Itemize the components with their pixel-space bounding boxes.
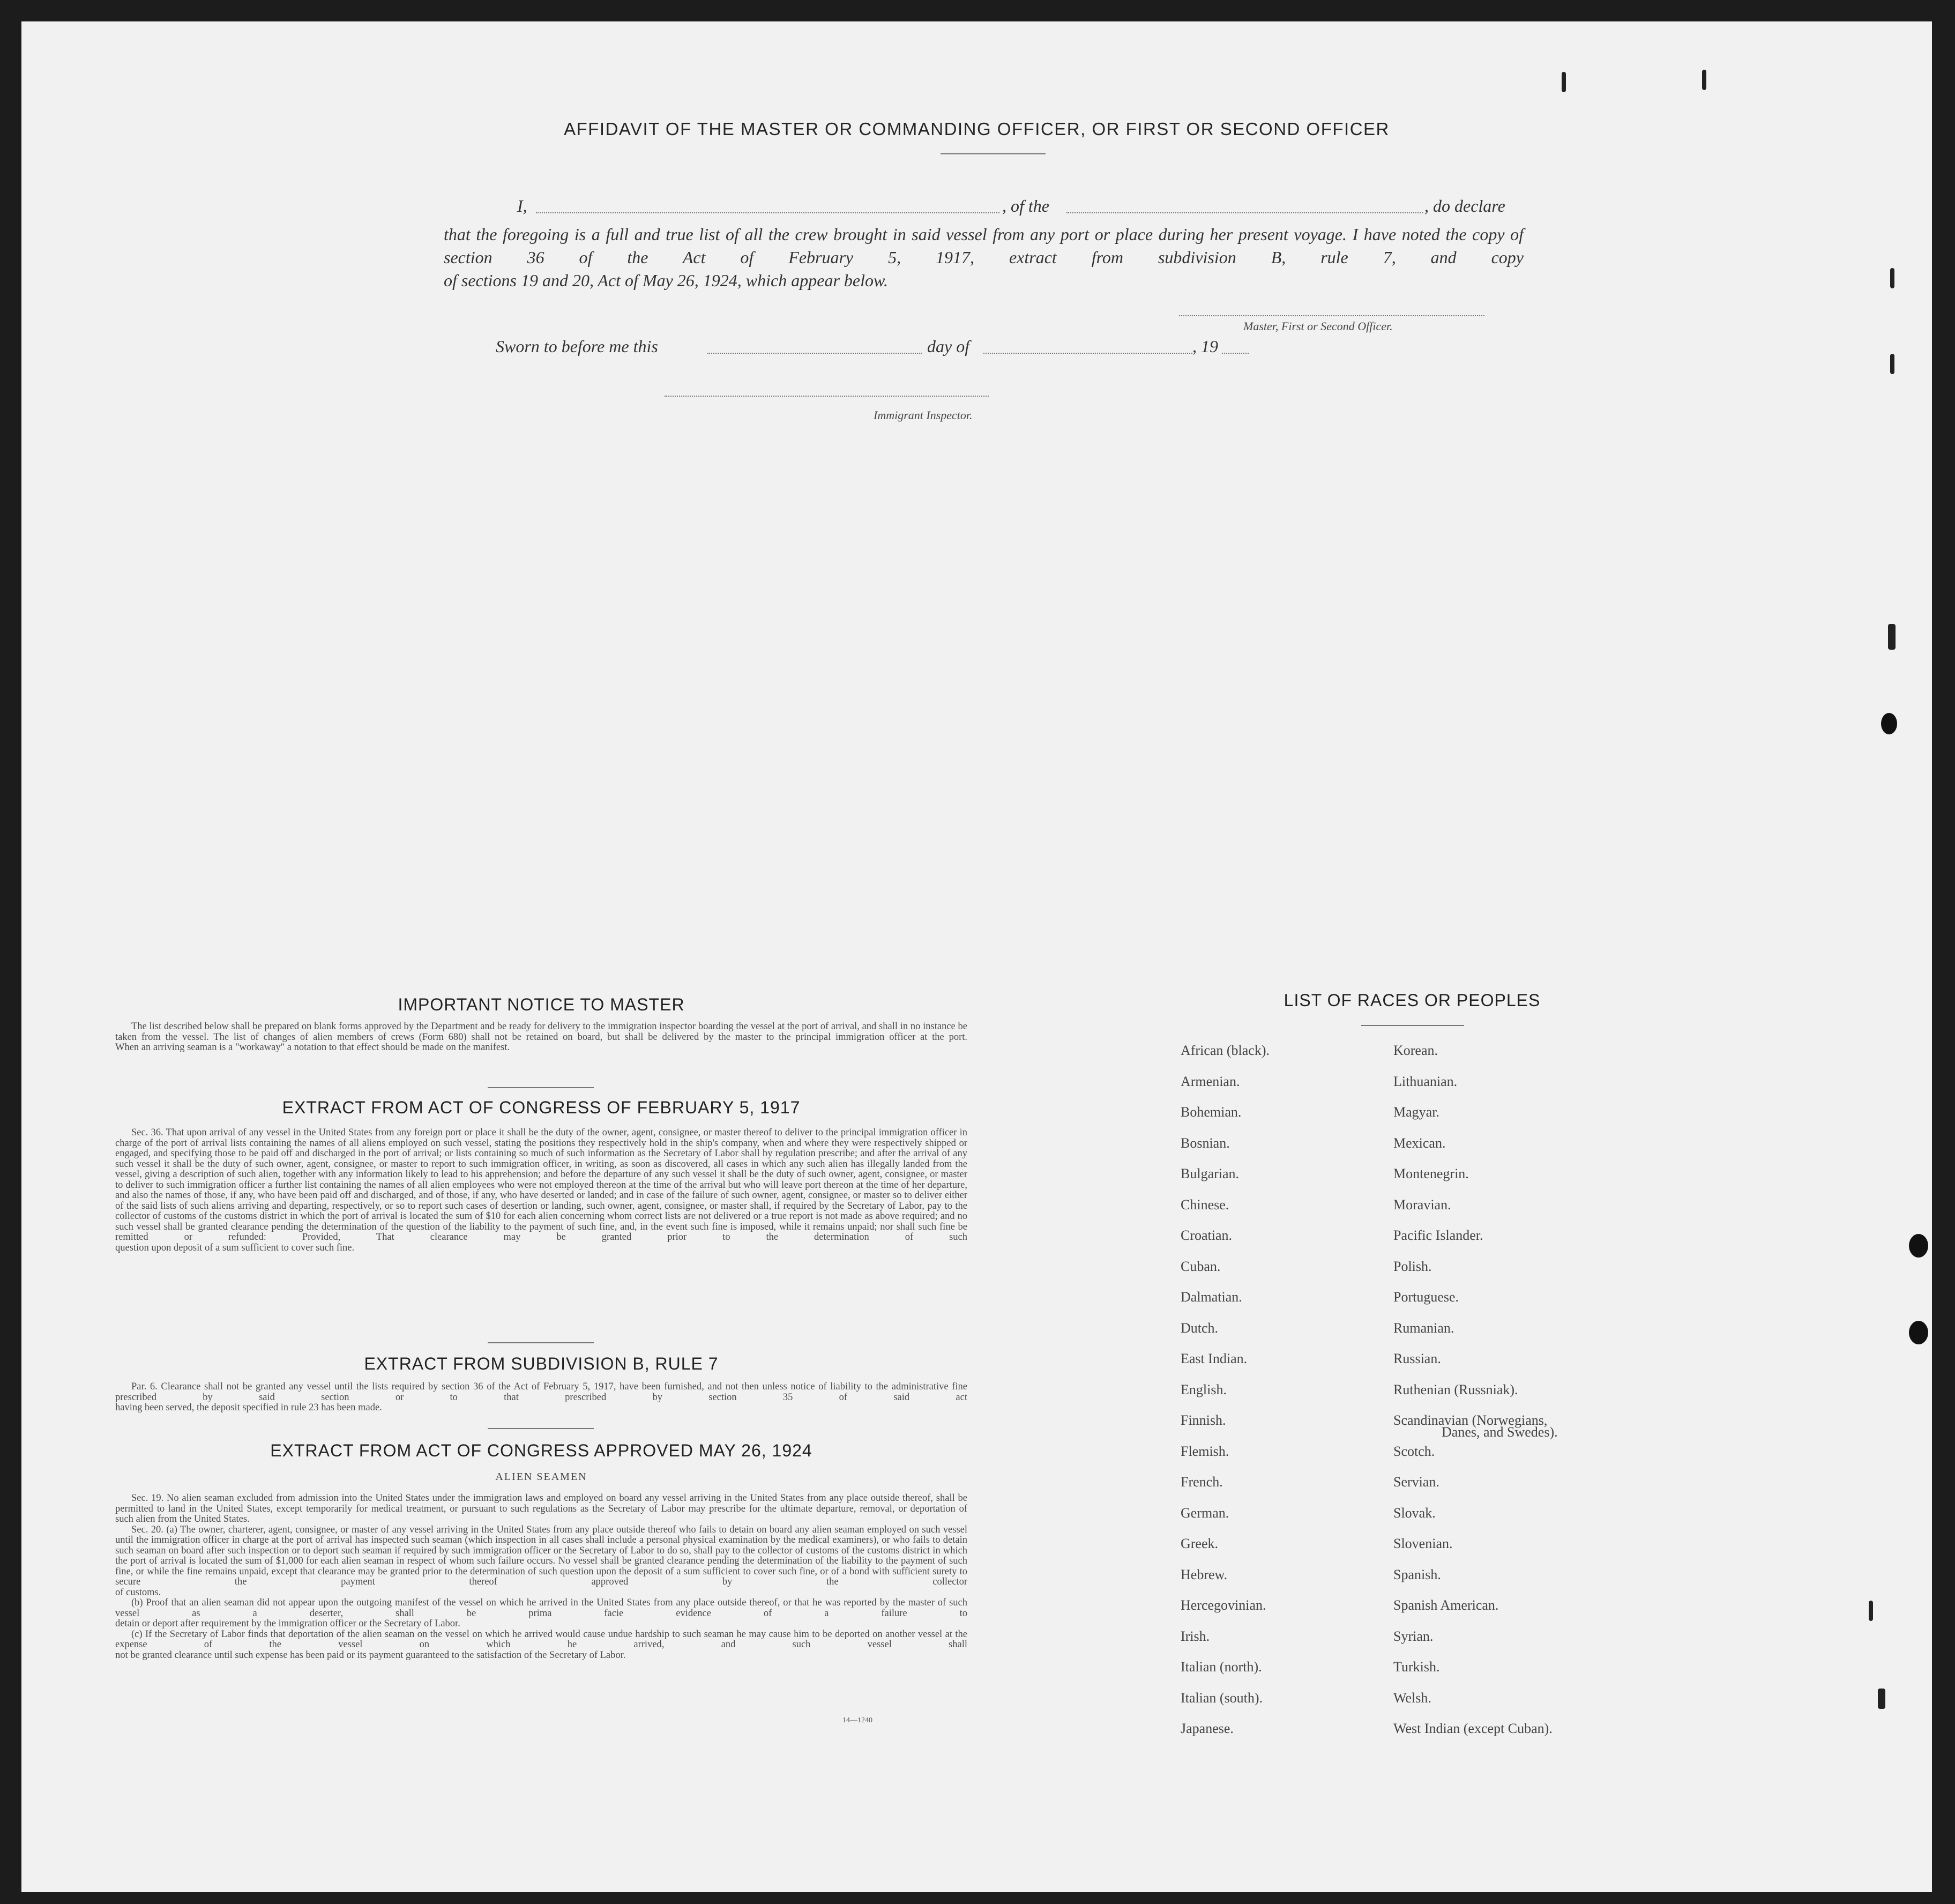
sworn-year-line[interactable] [1222,353,1249,354]
race-item: Chinese. [1181,1196,1229,1213]
extract-1924-text [115,1493,967,1661]
race-item: English. [1181,1381,1227,1397]
race-item: Pacific Islander. [1393,1228,1483,1243]
paragraph-6-text: Par. 6. Clearance shall not be granted any vessel until the lists required by section 36 of the Act of February 5, 1917, have been furnished, and not then unless notice of liability to the administrative fine prescribed by said section or to that prescribed by section 35 of said act [115,1381,967,1403]
section-19-text-last: such alien from the United States. [115,1514,250,1524]
binding-hole [1909,1234,1928,1258]
alien-seamen-subtitle: ALIEN SEAMEN [495,1471,587,1483]
section-20a-text: Sec. 20. (a) The owner, charterer, agent, consignee, or master of any vessel arriving in the United States from any place outside thereof who fails to detain on board any alien seaman employed on such vessel until the immigration officer in charge at the port of arrival has inspected such seaman (which inspection in all cases shall include a personal physical examination by the medical examiners), or who fails to detain such seaman on board after such inspection or to deport such seaman if required by such immigration officer or the Secretary of Labor to do so, shall pay to the collector of customs of the customs district in which the port of arrival is located the sum of $1,000 for each alien seaman in respect of whom such failure occurs. No vessel shall be granted clearance pending the determination of the liability to the payment of such fine, or while the fine remains unpaid, except that clearance may be granted prior to the determination of such question upon the deposit of a sum sufficient to cover such fine, or of a bond with sufficient surety to secure the payment thereof approved by the collector [115,1524,967,1587]
race-item: Dalmatian. [1181,1289,1242,1305]
notice-paragraph: The list described below shall be prepared on blank forms approved by the Department and be ready for delivery to the immigration inspector boarding the vessel at the port of arrival, and shall in no instance be taken from the vessel. The list of changes of alien members of crews (Form 680) shall not be retained on board, but shall be delivered by the master to the principal immigration officer at the port. [115,1021,967,1043]
form-number: 14—1240 [842,1716,872,1724]
race-item: Ruthenian (Russniak). [1393,1381,1518,1397]
section-19-text: Sec. 19. No alien seaman excluded from admission into the United States under the immigration laws and employed on board any vessel arriving in the United States from any place outside thereof, shall be permitted to land in the United States, except temporarily for medical treatment, or pursuant to such regulations as the Secretary of Labor may prescribe for the ultimate departure, removal, or deportation of [115,1493,967,1514]
punch-mark [1562,72,1566,92]
race-item: African (black). [1181,1043,1270,1058]
race-item: Polish. [1393,1258,1432,1274]
race-item: Bosnian. [1181,1135,1230,1151]
binding-hole [1909,1321,1928,1344]
race-item: Lithuanian. [1393,1073,1458,1089]
document-page [21,21,1932,1892]
section-20b-text: (b) Proof that an alien seaman did not appear upon the outgoing manifest of the vessel on which he arrived in the United States from any place outside thereof, or that he was reported by the master of such vessel as a deserter, shall be prima facie evidence of a failure to [115,1597,967,1619]
race-item: Rumanian. [1393,1320,1454,1336]
punch-mark [1702,70,1706,90]
race-item: Dutch. [1181,1320,1219,1336]
race-item: Servian. [1393,1474,1439,1490]
affidavit-title: AFFIDAVIT OF THE MASTER OR COMMANDING OFFICER, OR FIRST OR SECOND OFFICER [564,119,1390,139]
punch-mark [1890,354,1894,374]
race-item: Cuban. [1181,1258,1221,1274]
punch-mark [1878,1689,1885,1709]
inspector-label: Immigrant Inspector. [874,408,973,422]
race-item: Welsh. [1393,1690,1431,1706]
race-item: Korean. [1393,1043,1438,1058]
race-item: Hebrew. [1181,1566,1228,1582]
affidavit-do-declare: , do declare [1424,196,1505,215]
race-item: Syrian. [1393,1628,1434,1644]
race-item: Bohemian. [1181,1104,1242,1120]
races-divider [1361,1025,1464,1026]
subdivision-b-title: EXTRACT FROM SUBDIVISION B, RULE 7 [364,1354,719,1373]
race-item: Spanish. [1393,1566,1441,1582]
race-item: Japanese. [1181,1721,1234,1736]
race-item: West Indian (except Cuban). [1393,1721,1553,1736]
race-item: Italian (north). [1181,1659,1262,1675]
subdivision-b-text [115,1382,967,1414]
sworn-label: Sworn to before me this [496,337,658,356]
race-item: Flemish. [1181,1443,1229,1459]
race-item-scandinavian [1393,1412,1558,1444]
notice-title: IMPORTANT NOTICE TO MASTER [398,995,685,1014]
race-item: Moravian. [1393,1196,1451,1213]
race-item: Magyar. [1393,1104,1439,1120]
divider-1 [488,1087,594,1088]
affidavit-body-last: of sections 19 and 20, Act of May 26, 1924, which appear below. [444,271,888,290]
punch-mark [1890,268,1894,288]
notice-paragraph-last: When an arriving seaman is a "workaway" a notation to that effect should be made on the manifest. [115,1042,510,1053]
race-item: Bulgarian. [1181,1166,1240,1181]
title-divider [941,153,1046,154]
extract-1917-title: EXTRACT FROM ACT OF CONGRESS OF FEBRUARY 5, 1917 [282,1098,801,1117]
race-item: Scotch. [1393,1443,1435,1459]
race-item: Finnish. [1181,1412,1226,1428]
race-item: Slovenian. [1393,1536,1453,1551]
races-column-1 [1181,1043,1270,1752]
sworn-day-line[interactable] [707,353,922,354]
affidavit-body [444,223,1524,292]
race-item: Portuguese. [1393,1289,1459,1305]
race-item: Hercegovinian. [1181,1597,1266,1613]
race-item: Montenegrin. [1393,1166,1469,1181]
race-item: East Indian. [1181,1351,1248,1366]
race-item: Greek. [1181,1536,1219,1551]
day-of-label: day of [927,337,970,356]
extract-1924-title: EXTRACT FROM ACT OF CONGRESS APPROVED MAY 26, 1924 [270,1441,812,1460]
signature-label: Master, First or Second Officer. [1243,319,1393,333]
race-item: Russian. [1393,1351,1441,1366]
race-item: Mexican. [1393,1135,1446,1151]
notice-text [115,1022,967,1053]
race-item: Spanish American. [1393,1597,1499,1613]
race-item: German. [1181,1505,1229,1521]
race-item: Turkish. [1393,1659,1440,1675]
name-field-line[interactable] [536,212,999,213]
signature-line[interactable] [1179,315,1484,316]
divider-3 [488,1428,594,1429]
race-item: Irish. [1181,1628,1210,1644]
sworn-month-line[interactable] [983,353,1192,354]
vessel-field-line[interactable] [1066,212,1423,213]
section-20a-text-last: of customs. [115,1587,161,1598]
affidavit-body-text: that the foregoing is a full and true list of all the crew brought in said vessel from any port or place during her present voyage. I have noted the copy of section 36 of the Act of February 5, 1917, extract from subdivision B, rule 7, and copy [444,225,1524,267]
divider-2 [488,1342,594,1343]
paragraph-6-text-last: having been served, the deposit specified in rule 23 has been made. [115,1402,382,1413]
year-prefix: , 19 [1192,337,1218,356]
extract-1917-text [115,1128,967,1253]
binding-hole [1881,713,1897,734]
race-item: French. [1181,1474,1223,1490]
race-item: Italian (south). [1181,1690,1263,1706]
inspector-signature-line[interactable] [665,396,989,397]
race-item: Slovak. [1393,1505,1436,1521]
affidavit-i: I, [517,196,527,215]
punch-mark [1869,1601,1873,1621]
section-20c-text-last: not be granted clearance until such expense has been paid or its payment guaranteed to the satisfaction of the Secretary of Labor. [115,1649,626,1661]
section-20c-text: (c) If the Secretary of Labor finds that deportation of the alien seaman on the vessel on which he arrived would cause undue hardship to such seaman he may cause him to be deported on another vessel at the expense of the vessel on which he arrived, and such vessel shall [115,1628,967,1650]
punch-mark [1888,624,1896,650]
races-title: LIST OF RACES OR PEOPLES [1284,991,1541,1010]
race-item: Armenian. [1181,1073,1240,1089]
race-item: Scandinavian (Norwegians, [1393,1412,1548,1428]
race-item: Croatian. [1181,1228,1233,1243]
section-36-text: Sec. 36. That upon arrival of any vessel in the United States from any foreign port or place it shall be the duty of the owner, agent, consignee, or master thereof to deliver to the principal immigration officer in charge of the port of arrival lists containing the names of all aliens employed on such vessel, stating the positions they respectively hold in the ship's company, when and where they were respectively shipped or engaged, and specifying those to be paid off and discharged in the port of arrival; or lists containing so much of such information as the Secretary of Labor shall by regulation prescribe; and after the arrival of any such vessel it shall be the duty of such owner, agent, consignee, or master to report to such immigration officer, in writing, as soon as discovered, all cases in which any such alien has illegally landed from the vessel, giving a description of such alien, together with any information likely to lead to his apprehension; and before the departure of any such vessel it shall be the duty of such owner, agent, consignee, or master to deliver to such immigration officer a further list containing the names of all alien employees who were not employed thereon at the time of the arrival but who will leave port thereon at the time of her departure, and also the names of those, if any, who have been paid off and discharged, and of those, if any, who have deserted or landed; and in case of the failure of such owner, agent, consignee, or master so to deliver either of the said lists of such aliens arriving and departing, respectively, or so to report such cases of desertion or landing, such owner, agent, consignee, or master shall, if required by the Secretary of Labor, pay to the collector of customs of the customs district in which the port of arrival is located the sum of $10 for each alien concerning whom correct lists are not delivered or a true report is not made as above required; and no such vessel shall be granted clearance pending the determination of the question of the liability to the payment of such fine, and, in the event such fine is imposed, while it remains unpaid; nor shall such fine be remitted or refunded: Provided, That clearance may be granted prior to the determination of such [115,1127,967,1243]
section-20b-text-last: detain or deport after requirement by the immigration officer or the Secretary of Labor. [115,1618,460,1629]
section-36-text-last: question upon deposit of a sum sufficient to cover such fine. [115,1242,355,1253]
race-item-continued: Danes, and Swedes). [1442,1424,1558,1440]
affidavit-of-the: , of the [1002,196,1049,215]
races-column-2 [1393,1043,1558,1752]
